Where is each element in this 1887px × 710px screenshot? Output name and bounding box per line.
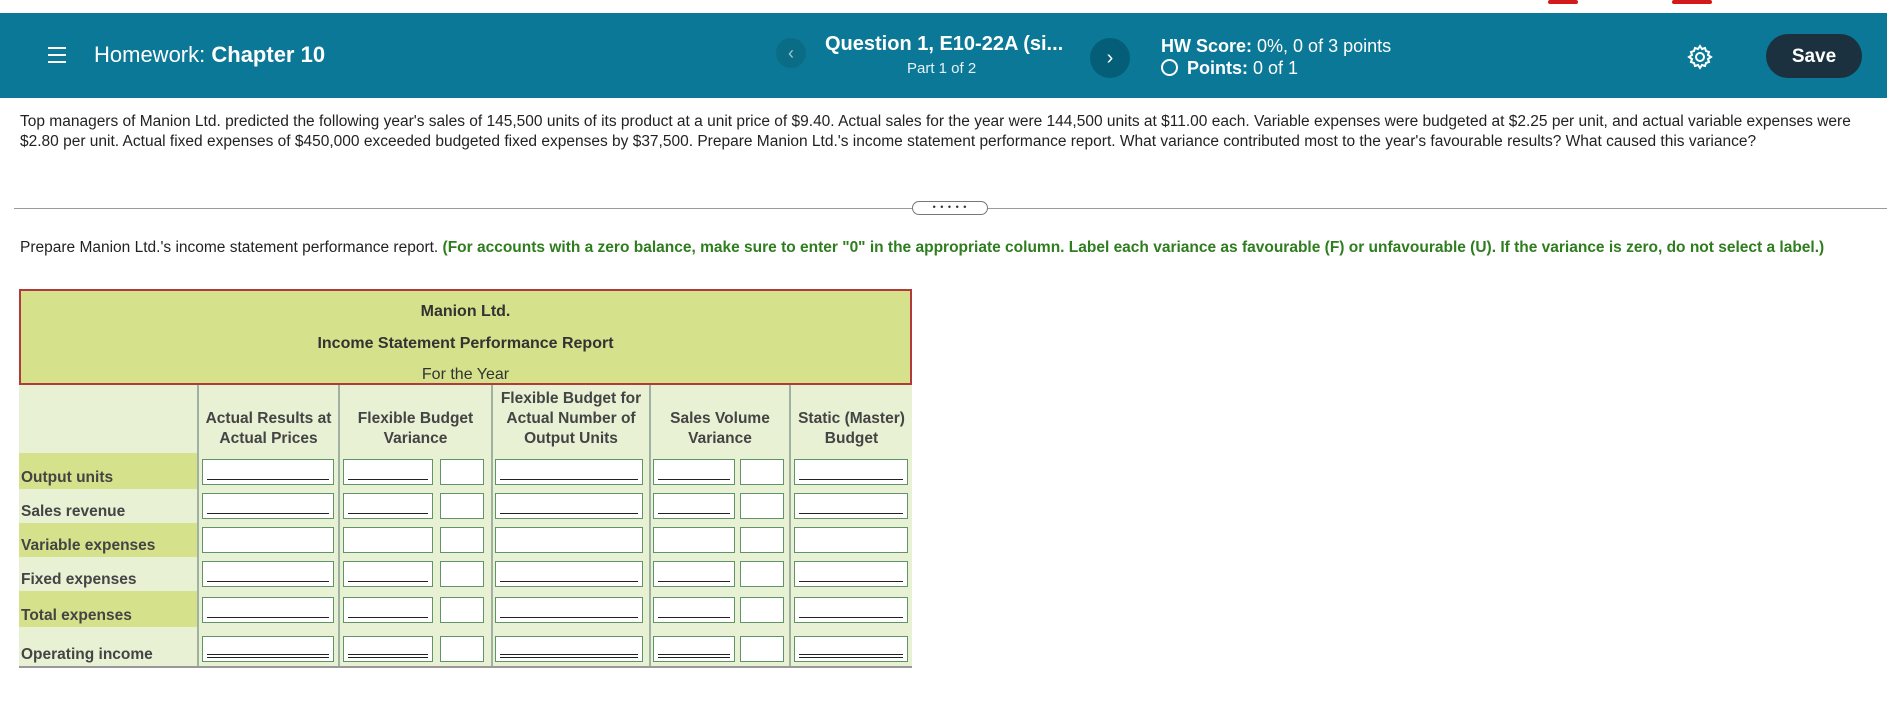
column-divider	[491, 489, 493, 523]
amount-input[interactable]	[343, 636, 433, 662]
column-divider	[338, 489, 340, 523]
column-divider	[789, 627, 791, 666]
save-button[interactable]: Save	[1766, 34, 1862, 78]
top-bar	[0, 13, 1887, 98]
amount-input[interactable]	[202, 597, 334, 623]
column-divider	[197, 557, 199, 591]
column-divider	[197, 523, 199, 557]
points	[1161, 58, 1298, 79]
column-divider	[338, 627, 340, 666]
report-period: For the Year	[421, 366, 510, 383]
variance-label-select[interactable]	[740, 493, 784, 519]
amount-input[interactable]	[343, 597, 433, 623]
variance-label-select[interactable]	[440, 527, 484, 553]
row-label: Fixed expenses	[21, 571, 137, 588]
assignment-name: Chapter 10	[211, 42, 326, 67]
report-row	[19, 627, 912, 666]
amount-input[interactable]	[794, 459, 908, 485]
column-divider	[338, 523, 340, 557]
column-divider	[197, 489, 199, 523]
hw-score-label: HW Score:	[1161, 36, 1253, 56]
amount-input[interactable]	[343, 561, 433, 587]
variance-label-select[interactable]	[740, 597, 784, 623]
column-divider	[649, 453, 651, 489]
question-title[interactable]: Question 1, E10-22A (si...	[825, 33, 1064, 55]
red-mark	[1548, 0, 1578, 4]
column-divider	[789, 591, 791, 627]
variance-label-select[interactable]	[440, 561, 484, 587]
column-divider	[649, 557, 651, 591]
amount-input[interactable]	[495, 459, 643, 485]
points-label: Points:	[1187, 58, 1248, 78]
instruction	[20, 238, 1870, 258]
amount-input[interactable]	[495, 493, 643, 519]
column-divider	[491, 591, 493, 627]
settings-gear-icon[interactable]	[1686, 43, 1714, 71]
column-divider	[338, 557, 340, 591]
amount-input[interactable]	[653, 561, 735, 587]
amount-input[interactable]	[202, 493, 334, 519]
amount-input[interactable]	[794, 636, 908, 662]
amount-input[interactable]	[343, 459, 433, 485]
variance-label-select[interactable]	[440, 636, 484, 662]
next-question-button[interactable]: ›	[1090, 38, 1130, 78]
question-part: Part 1 of 2	[907, 60, 977, 77]
variance-label-select[interactable]	[740, 636, 784, 662]
column-divider	[491, 557, 493, 591]
variance-label-select[interactable]	[740, 561, 784, 587]
column-header: Static (Master) Budget	[789, 385, 912, 453]
variance-label-select[interactable]	[740, 527, 784, 553]
instruction-note: (For accounts with a zero balance, make sure to enter "0" in the appropriate column. Label each variance as favourable (F) or unfavourable (U). If the variance is zero, do not select a label.)	[442, 239, 1825, 256]
amount-input[interactable]	[202, 561, 334, 587]
column-divider	[338, 453, 340, 489]
column-divider	[789, 557, 791, 591]
column-header: Flexible Budget Variance	[338, 385, 491, 453]
company-name: Manion Ltd.	[420, 303, 511, 320]
menu-icon[interactable]	[48, 47, 66, 63]
report-row	[19, 489, 912, 523]
amount-input[interactable]	[343, 493, 433, 519]
variance-label-select[interactable]	[440, 493, 484, 519]
column-divider	[789, 453, 791, 489]
column-divider	[338, 591, 340, 627]
row-label: Variable expenses	[21, 537, 156, 554]
amount-input[interactable]	[202, 459, 334, 485]
assignment-prefix: Homework:	[94, 42, 206, 67]
row-label: Output units	[21, 469, 114, 486]
column-divider	[197, 627, 199, 666]
report-header	[19, 289, 912, 385]
problem-statement: Top managers of Manion Ltd. predicted the following year's sales of 145,500 units of its product at a unit price of $9.40. Actual sales for the year were 144,500 units at $11.00 each. Variable expenses were budgeted at $2.25 per unit, and actual variable expenses were $2.80 per unit. Actual fixed expenses of $450,000 exceeded budgeted fixed expenses by $37,500. Prepare Manion Ltd.'s income statement performance report. What variance contributed most to the year's favourable results? What caused this variance?	[20, 113, 1851, 150]
column-header: Flexible Budget for Actual Number of Output Units	[491, 385, 649, 453]
column-divider	[491, 453, 493, 489]
column-divider	[491, 627, 493, 666]
column-divider	[649, 627, 651, 666]
amount-input[interactable]	[343, 527, 433, 553]
column-header: Sales Volume Variance	[649, 385, 789, 453]
amount-input[interactable]	[495, 561, 643, 587]
red-mark	[1672, 0, 1712, 4]
points-value: 0 of 1	[1253, 58, 1299, 78]
column-header: Actual Results at Actual Prices	[197, 385, 338, 453]
instruction-lead: Prepare Manion Ltd.'s income statement performance report.	[20, 239, 439, 256]
column-divider	[649, 523, 651, 557]
report-bottom-border	[19, 666, 912, 668]
progress-circle-icon	[1161, 59, 1178, 76]
amount-input[interactable]	[495, 597, 643, 623]
hw-score-value: 0%, 0 of 3 points	[1257, 36, 1392, 56]
row-label: Operating income	[21, 646, 153, 663]
variance-label-select[interactable]	[440, 597, 484, 623]
column-header-row	[19, 385, 912, 453]
column-divider	[491, 523, 493, 557]
amount-input[interactable]	[794, 493, 908, 519]
amount-input[interactable]	[653, 493, 735, 519]
amount-input[interactable]	[794, 597, 908, 623]
amount-input[interactable]	[495, 527, 643, 553]
column-divider	[649, 489, 651, 523]
report-title: Income Statement Performance Report	[317, 335, 614, 352]
assignment-title	[94, 42, 325, 68]
amount-input[interactable]	[495, 636, 643, 662]
amount-input[interactable]	[794, 527, 908, 553]
column-divider	[789, 523, 791, 557]
amount-input[interactable]	[653, 597, 735, 623]
amount-input[interactable]	[202, 636, 334, 662]
variance-label-select[interactable]	[440, 459, 484, 485]
column-divider	[197, 453, 199, 489]
column-divider	[789, 489, 791, 523]
row-label: Total expenses	[21, 607, 132, 624]
report-row	[19, 557, 912, 591]
previous-question-button[interactable]: ‹	[776, 38, 806, 68]
column-divider	[197, 591, 199, 627]
amount-input[interactable]	[202, 527, 334, 553]
amount-input[interactable]	[653, 527, 735, 553]
amount-input[interactable]	[653, 636, 735, 662]
amount-input[interactable]	[653, 459, 735, 485]
report-row	[19, 523, 912, 557]
amount-input[interactable]	[794, 561, 908, 587]
variance-label-select[interactable]	[740, 459, 784, 485]
hw-score	[1161, 36, 1391, 57]
report-row	[19, 453, 912, 489]
report-row	[19, 591, 912, 627]
column-divider	[649, 591, 651, 627]
row-label: Sales revenue	[21, 503, 126, 520]
resize-handle[interactable]: • • • • •	[912, 201, 988, 215]
